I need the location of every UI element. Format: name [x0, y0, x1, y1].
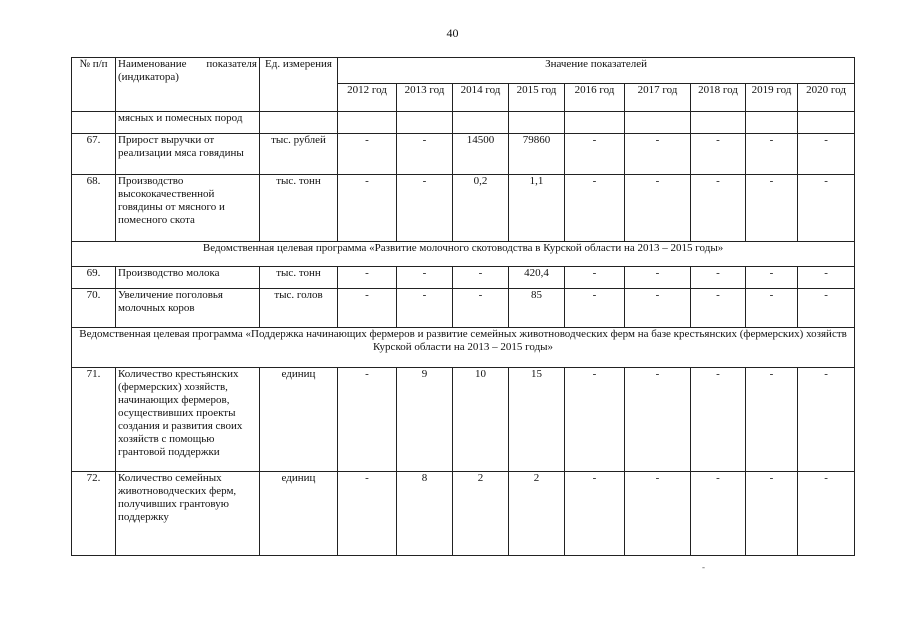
row-value: - — [798, 472, 855, 556]
row-value: - — [565, 472, 625, 556]
row-unit: тыс. тонн — [260, 175, 338, 242]
row-value: - — [798, 134, 855, 175]
row-value: - — [565, 175, 625, 242]
row-value: - — [625, 289, 691, 328]
row-value: 1,1 — [509, 175, 565, 242]
row-value: 0,2 — [453, 175, 509, 242]
header-year: 2019 год — [746, 84, 798, 112]
row-unit — [260, 112, 338, 134]
row-value: - — [453, 267, 509, 289]
row-unit: тыс. рублей — [260, 134, 338, 175]
row-value — [397, 112, 453, 134]
row-num: 67. — [72, 134, 116, 175]
row-num: 72. — [72, 472, 116, 556]
row-num: 68. — [72, 175, 116, 242]
row-value: - — [338, 472, 397, 556]
table-row — [72, 175, 855, 242]
row-unit: тыс. голов — [260, 289, 338, 328]
header-year: 2013 год — [397, 84, 453, 112]
row-value: - — [338, 134, 397, 175]
header-year: 2016 год — [565, 84, 625, 112]
row-value: 9 — [397, 368, 453, 472]
row-num: 70. — [72, 289, 116, 328]
row-value: - — [746, 368, 798, 472]
row-name: Увеличение поголовья молочных коров — [116, 289, 260, 328]
row-value: - — [565, 289, 625, 328]
row-value: 2 — [509, 472, 565, 556]
row-value: - — [397, 267, 453, 289]
table-row — [72, 289, 855, 328]
row-value: 85 — [509, 289, 565, 328]
row-value: - — [397, 289, 453, 328]
header-values: Значение показателей — [338, 58, 855, 84]
row-value: - — [625, 368, 691, 472]
row-value: - — [338, 267, 397, 289]
header-name: Наименование показателя (индикатора) — [116, 58, 260, 112]
row-name: мясных и помесных пород — [116, 112, 260, 134]
row-value: - — [565, 368, 625, 472]
row-name: Производство высококачественной говядины от мясного и помесного скота — [116, 175, 260, 242]
row-value: - — [691, 289, 746, 328]
row-name: Количество крестьянских (фермерских) хозяйств, начинающих фермеров, осуществивших проекты создания и развития своих хозяйств с помощью грантовой поддержки — [116, 368, 260, 472]
stray-mark: - — [702, 562, 705, 572]
row-num: 71. — [72, 368, 116, 472]
table-row — [72, 368, 855, 472]
row-name: Количество семейных животноводческих ферм, получивших грантовую поддержку — [116, 472, 260, 556]
row-value — [509, 112, 565, 134]
table-row — [72, 472, 855, 556]
row-value: - — [691, 472, 746, 556]
row-value: - — [565, 134, 625, 175]
row-value: - — [798, 267, 855, 289]
row-value: - — [691, 175, 746, 242]
section-title: Ведомственная целевая программа «Поддержка начинающих фермеров и развитие семейных животноводческих ферм на базе крестьянских (фермерских) хозяйств Курской области на 2013 – 2015 годы» — [72, 328, 855, 368]
header-year: 2020 год — [798, 84, 855, 112]
section-row — [72, 328, 855, 368]
row-value: - — [746, 134, 798, 175]
row-value: - — [691, 267, 746, 289]
row-value — [338, 112, 397, 134]
row-unit: единиц — [260, 368, 338, 472]
row-value: 2 — [453, 472, 509, 556]
table-row — [72, 134, 855, 175]
row-value: - — [338, 175, 397, 242]
row-value — [691, 112, 746, 134]
row-value: - — [625, 134, 691, 175]
row-value: 15 — [509, 368, 565, 472]
header-year: 2018 год — [691, 84, 746, 112]
row-value — [798, 112, 855, 134]
row-value: - — [453, 289, 509, 328]
row-value: - — [746, 472, 798, 556]
row-value: - — [746, 289, 798, 328]
row-value: - — [565, 267, 625, 289]
section-row — [72, 242, 855, 267]
row-value: - — [798, 175, 855, 242]
header-year: 2012 год — [338, 84, 397, 112]
row-value: - — [798, 368, 855, 472]
row-value: - — [691, 134, 746, 175]
row-value: 420,4 — [509, 267, 565, 289]
row-value — [746, 112, 798, 134]
row-num: 69. — [72, 267, 116, 289]
row-value: - — [625, 472, 691, 556]
row-value: - — [746, 175, 798, 242]
row-value: - — [691, 368, 746, 472]
row-value: - — [625, 175, 691, 242]
row-unit: единиц — [260, 472, 338, 556]
table-row — [72, 112, 855, 134]
indicators-table — [71, 57, 855, 556]
row-value: 8 — [397, 472, 453, 556]
section-title: Ведомственная целевая программа «Развитие молочного скотоводства в Курской области на 2013 – 2015 годы» — [72, 242, 855, 267]
row-value: - — [798, 289, 855, 328]
table-row — [72, 267, 855, 289]
row-value: 10 — [453, 368, 509, 472]
row-value: - — [397, 175, 453, 242]
row-value: 14500 — [453, 134, 509, 175]
row-value — [453, 112, 509, 134]
header-year: 2015 год — [509, 84, 565, 112]
header-year: 2017 год — [625, 84, 691, 112]
row-value — [565, 112, 625, 134]
row-value: - — [397, 134, 453, 175]
row-value: 79860 — [509, 134, 565, 175]
row-value — [625, 112, 691, 134]
row-name: Прирост выручки от реализации мяса говядины — [116, 134, 260, 175]
row-value: - — [338, 368, 397, 472]
row-num — [72, 112, 116, 134]
header-num: № п/п — [72, 58, 116, 112]
row-value: - — [625, 267, 691, 289]
header-year: 2014 год — [453, 84, 509, 112]
row-value: - — [746, 267, 798, 289]
page-number: 40 — [446, 26, 459, 40]
row-name: Производство молока — [116, 267, 260, 289]
row-unit: тыс. тонн — [260, 267, 338, 289]
row-value: - — [338, 289, 397, 328]
header-unit: Ед. измерения — [260, 58, 338, 112]
